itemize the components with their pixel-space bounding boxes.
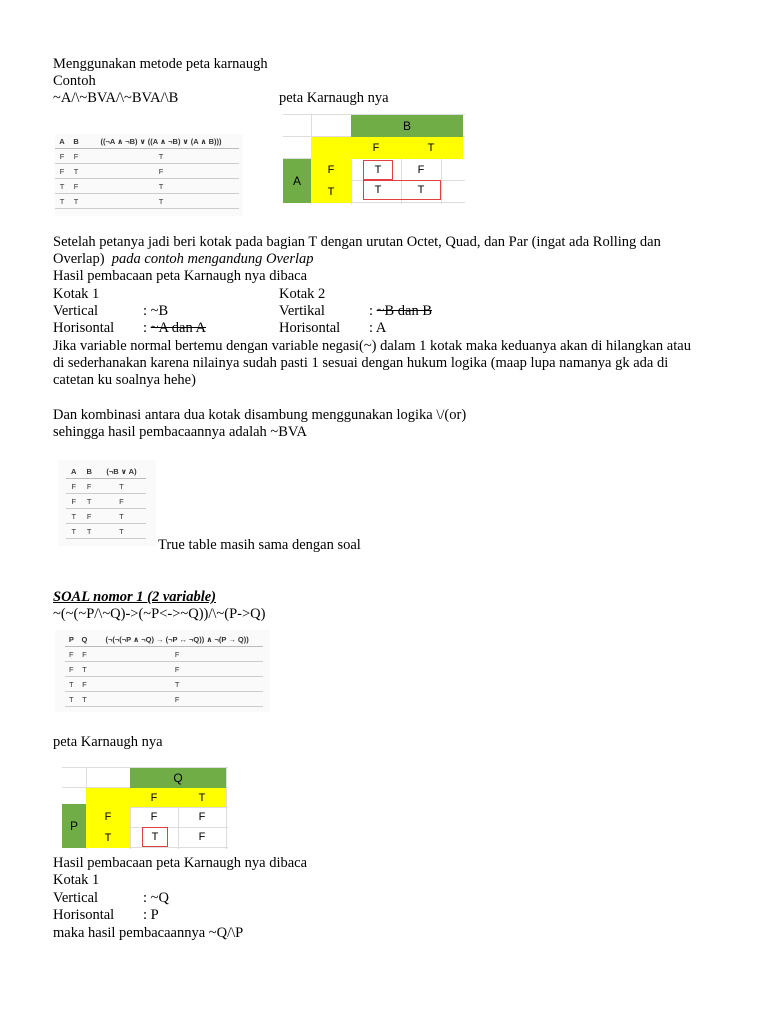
table-header: Q [78,632,92,647]
table-cell: F [91,662,263,677]
table-header: (¬B ∨ A) [97,464,146,479]
kmap1-col-var: B [351,115,463,137]
vertical-value-b: : ~Q [143,890,169,906]
kmap2-row-var: P [62,804,86,848]
table-row [55,149,239,164]
table-cell: T [78,662,92,677]
text-line: sehingga hasil pembacaannya adalah ~BVA [53,424,307,440]
kmap2-cell: T [142,827,168,847]
vertical-value: : ~B [143,303,169,319]
kmap1-col-val: T [427,142,435,154]
table-cell: T [81,494,96,509]
truth-table-2 [58,460,156,546]
table-cell: T [91,677,263,692]
horisontal-label-b: Horisontal [53,907,115,923]
kotak-1-label: Kotak 1 [53,286,100,302]
table-cell: T [83,179,239,194]
table-cell: T [97,509,146,524]
table-cell: F [78,677,92,692]
soal-title: SOAL nomor 1 (2 variable) [53,589,216,605]
horisontal-label: Horisontal [53,320,115,336]
kmap1-row-val: F [311,159,351,181]
table-cell: F [83,164,239,179]
table-cell: F [55,149,69,164]
table-cell: F [81,509,96,524]
text-line: Hasil pembacaan peta Karnaugh nya dibaca [53,855,308,871]
kmap-label-2: peta Karnaugh nya [53,734,163,750]
table-cell: T [65,677,78,692]
table-cell: F [65,647,78,662]
intro-line-2: Contoh [53,73,96,89]
table-cell: F [66,494,81,509]
horisontal-value-b: : P [143,907,159,923]
table-row [66,479,146,494]
kmap1-cell: F [417,164,425,176]
table-cell: F [81,479,96,494]
kmap1-cell: T [374,184,382,196]
table-cell: T [55,194,69,209]
intro-line-1: Menggunakan metode peta karnaugh [53,56,268,72]
table-row [65,677,263,692]
table-header: P [65,632,78,647]
kmap-label-1: peta Karnaugh nya [279,90,389,106]
kotak-1-label-b: Kotak 1 [53,872,100,888]
table-cell: T [78,692,92,707]
table-header: A [55,134,69,149]
table-cell: T [69,194,83,209]
table-row [65,662,263,677]
result-line: maka hasil pembacaannya ~Q/\P [53,925,244,941]
kotak-2-label: Kotak 2 [279,286,326,302]
table-row [66,494,146,509]
text-line: catetan ku soalnya hehe) [53,372,196,388]
overlap-note: pada contoh mengandung Overlap [111,251,314,267]
soal-expression: ~(~(~P/\~Q)->(~P<->~Q))/\~(P->Q) [53,606,266,622]
kmap2-row-val: T [86,827,130,848]
table-row [65,692,263,707]
table-header: B [69,134,83,149]
text-line: di sederhanakan karena nilainya sudah pasti 1 sesuai dengan hukum logika (maap lupa namanya gk ada di [53,355,669,371]
text-line: Setelah petanya jadi beri kotak pada bagian T dengan urutan Octet, Quad, dan Par (ingat ada Rolling dan [53,234,661,250]
table-cell: F [91,647,263,662]
kmap2-row-val: F [86,807,130,827]
table-header: A [66,464,81,479]
table-header: ((¬A ∧ ¬B) ∨ ((A ∧ ¬B) ∨ (A ∧ B))) [83,134,239,149]
table2-caption: True table masih sama dengan soal [158,537,361,553]
text-line: Overlap) pada contoh mengandung Overlap [53,251,314,267]
kmap1-row-val: T [311,181,351,203]
vertikal-label: Vertikal [279,303,325,319]
table-header: B [81,464,96,479]
table-cell: T [65,692,78,707]
kmap2-col-var: Q [130,768,226,788]
horisontal-value-2: : A [369,320,387,336]
horisontal-value: : ~A dan A [143,320,207,336]
table-cell: T [81,524,96,539]
kmap1-row-var: A [283,159,311,203]
table-cell: F [69,149,83,164]
table-row [55,164,239,179]
table-header: (¬(¬(¬P ∧ ¬Q) → (¬P ↔ ¬Q)) ∧ ¬(P → Q)) [91,632,263,647]
table-cell: F [69,179,83,194]
table-cell: F [91,692,263,707]
truth-table-3 [55,630,270,712]
text-line: Hasil pembacaan peta Karnaugh nya dibaca [53,268,308,284]
table-cell: F [66,479,81,494]
kmap2-col-val: T [198,791,206,804]
vertical-label: Vertical [53,303,99,319]
intro-expression: ~A/\~BVA/\~BVA/\B [53,90,179,106]
kmap2-cell: F [198,811,206,823]
kmap1-cell: T [363,160,393,180]
table-row [55,179,239,194]
table-cell: T [97,524,146,539]
table-cell: T [83,149,239,164]
text-line: Dan kombinasi antara dua kotak disambung menggunakan logika \/(or) [53,407,467,423]
table-cell: T [97,479,146,494]
truth-table-1 [55,134,243,216]
kmap2-col-val: F [150,791,158,804]
horisontal-label-2: Horisontal [279,320,341,336]
kmap1-cell: T [417,184,425,196]
table-cell: T [69,164,83,179]
kmap2-cell: F [150,811,158,823]
table-cell: F [55,164,69,179]
table-row [66,509,146,524]
vertikal-value: : ~B dan B [369,303,433,319]
table-cell: F [65,662,78,677]
table-cell: T [66,524,81,539]
table-cell: T [83,194,239,209]
karnaugh-map-2 [62,767,228,849]
text-line: Jika variable normal bertemu dengan variable negasi(~) dalam 1 kotak maka keduanya akan di hilangkan atau [53,338,691,354]
table-row [55,194,239,209]
kmap1-col-val: F [372,142,380,154]
karnaugh-map-1 [283,114,465,204]
table-cell: T [55,179,69,194]
table-cell: F [78,647,92,662]
table-cell: F [97,494,146,509]
table-row [65,647,263,662]
kmap2-cell: F [198,831,206,843]
table-row [66,524,146,539]
table-cell: T [66,509,81,524]
vertical-label-b: Vertical [53,890,99,906]
